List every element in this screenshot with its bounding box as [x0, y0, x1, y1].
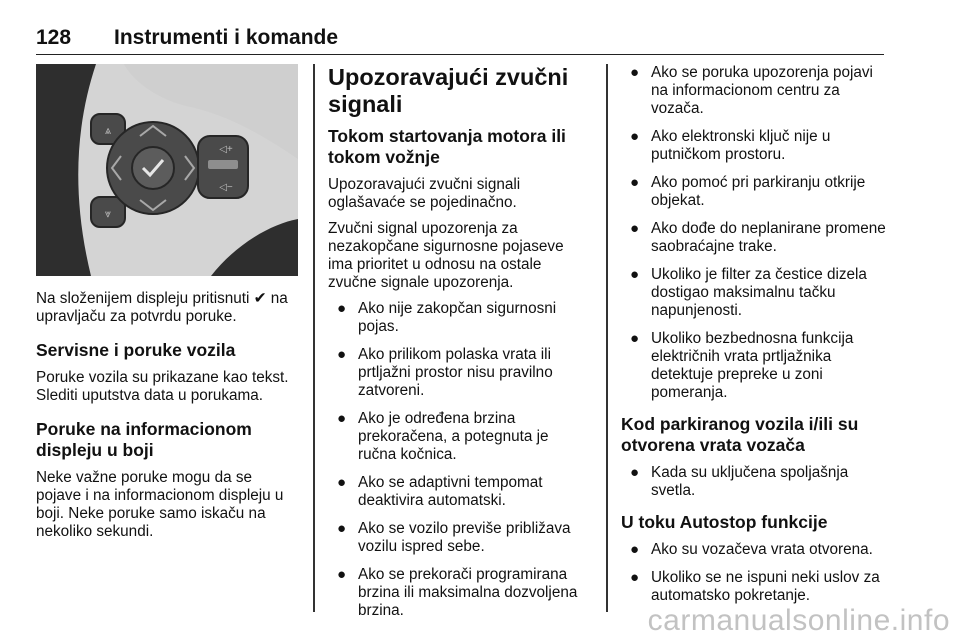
list-item: ● Ako se poruka upozorenja pojavi na informacionom centru za vozača.	[630, 64, 873, 117]
page-number: 128	[36, 26, 72, 49]
svg-text:◁+: ◁+	[219, 144, 233, 155]
list-item: ● Ako prilikom polaska vrata ili prtljažni prostor nisu pravilno zatvoreni.	[337, 346, 553, 399]
steering-wheel-controls-figure	[36, 64, 298, 276]
column-right	[621, 64, 889, 615]
list-item: ● Ako se prekorači programirana brzina ili maksimalna dozvoljena brzina.	[337, 566, 578, 619]
list-item: ● Ako se vozilo previše približava vozilu ispred sebe.	[337, 520, 571, 555]
heading-engine-start: Tokom startovanja motora ili tokom vožnje	[328, 126, 566, 167]
page-header	[36, 26, 884, 55]
parked-condition-list	[621, 464, 889, 500]
list-item: ● Ukoliko se ne ispuni neki uslov za automatsko pokretanje.	[630, 569, 880, 604]
list-item: ● Ako elektronski ključ nije u putničkom prostoru.	[630, 128, 831, 163]
heading-parked-vehicle: Kod parkiranog vozila i/ili su otvorena vrata vozača	[621, 414, 859, 455]
column-divider	[606, 64, 608, 612]
chime-condition-list-continued	[621, 64, 889, 402]
watermark: carmanualsonline.info	[647, 604, 950, 637]
list-item: ● Ako pomoć pri parkiranju otkrije objekat.	[630, 174, 866, 209]
autostop-condition-list	[621, 541, 889, 605]
heading-info-display: Poruke na informacionom displeju u boji	[36, 419, 252, 460]
directional-pad	[104, 122, 199, 214]
chime-condition-list	[328, 300, 590, 620]
heading-service-messages: Servisne i poruke vozila	[36, 340, 236, 360]
svg-text:◁−: ◁−	[219, 182, 233, 193]
svg-text:⩔: ⩔	[104, 208, 112, 220]
list-item: ● Ako je određena brzina prekoračena, a potegnuta je ručna kočnica.	[337, 410, 549, 463]
paragraph-chimes-individually: Upozoravajući zvučni signali oglašavaće se pojedinačno.	[328, 176, 521, 211]
voice-bottom-button	[91, 197, 125, 227]
heading-autostop: U toku Autostop funkcije	[621, 512, 828, 532]
list-item: ● Kada su uključena spoljašnja svetla.	[630, 464, 849, 499]
svg-text:⩓: ⩓	[104, 125, 112, 137]
list-item: ● Ako su vozačeva vrata otvorena.	[630, 541, 873, 558]
list-item: ● Ako nije zakopčan sigurnosni pojas.	[337, 300, 557, 335]
column-left	[36, 64, 298, 549]
column-middle	[328, 64, 590, 630]
paragraph-info-display: Neke važne poruke mogu da se pojave i na informacionom displeju u boji. Neke poruke samo iskaču na nekoliko sekundi.	[36, 469, 284, 540]
page-title: Instrumenti i komande	[114, 26, 339, 49]
list-item: ● Ukoliko bezbednosna funkcija električnih vrata prtljažnika detektuje prepreke u zoni pomeranja.	[630, 330, 854, 401]
figure-caption: Na složenijem displeju pritisnuti ✔ na upravljaču za potvrdu poruke.	[36, 290, 288, 325]
volume-rocker	[198, 136, 248, 198]
paragraph-seatbelt-priority: Zvučni signal upozorenja za nezakopčane sigurnosne pojaseve ima prioritet u odnosu na ostale zvučne signale upozorenja.	[328, 220, 564, 291]
list-item: ● Ukoliko je filter za čestice dizela dostigao maksimalnu tačku napunjenosti.	[630, 266, 867, 319]
column-divider	[313, 64, 315, 612]
heading-warning-chimes: Upozoravajući zvučni signali	[328, 64, 569, 117]
list-item: ● Ako dođe do neplanirane promene saobraćajne trake.	[630, 220, 886, 255]
list-item: ● Ako se adaptivni tempomat deaktivira automatski.	[337, 474, 543, 509]
paragraph-service-messages: Poruke vozila su prikazane kao tekst. Slediti uputstva data u porukama.	[36, 369, 289, 404]
